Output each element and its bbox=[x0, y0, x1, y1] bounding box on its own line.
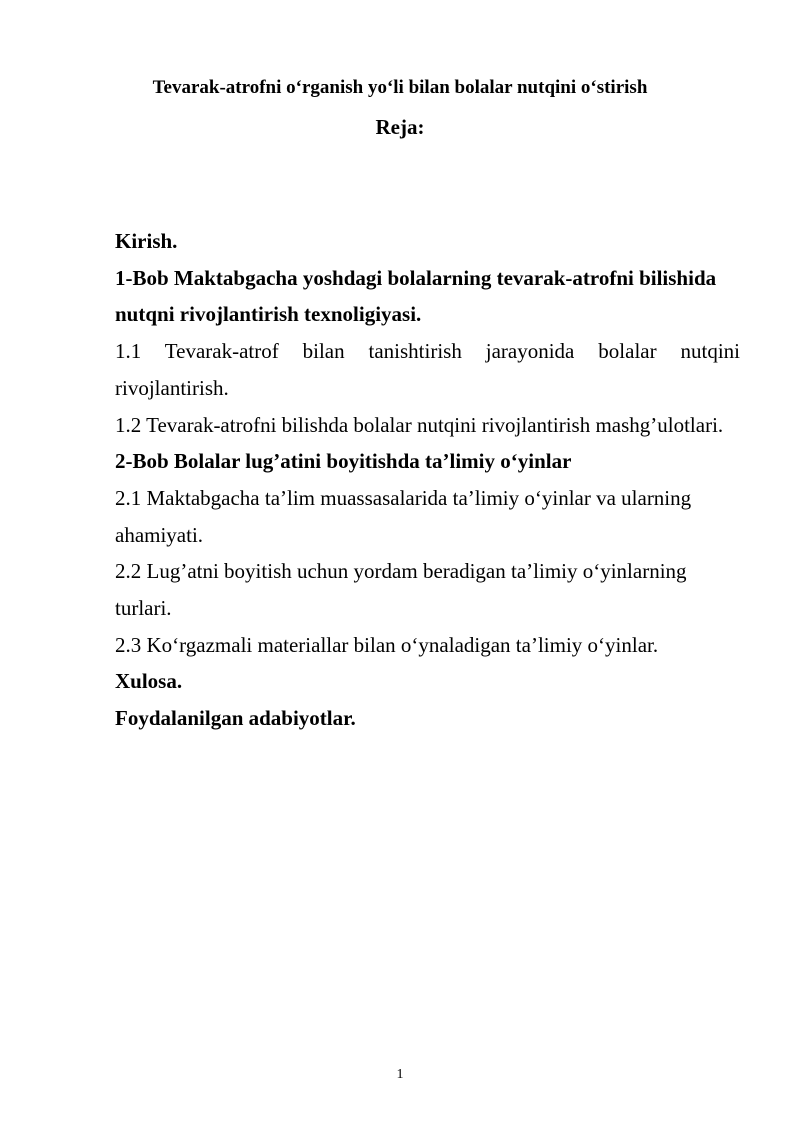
toc-section-1-2: 1.2 Tevarak-atrofni bilishda bolalar nutqini rivojlantirish mashg’ulotlari. bbox=[115, 412, 724, 437]
toc-conclusion: Xulosa. bbox=[115, 669, 183, 694]
toc-references: Foydalanilgan adabiyotlar. bbox=[115, 706, 356, 731]
toc-chapter-2-title: 2-Bob Bolalar lug’atini boyitishda ta’limiy o‘yinlar bbox=[115, 449, 572, 474]
toc-section-2-1-cont: ahamiyati. bbox=[115, 522, 204, 547]
toc-introduction: Kirish. bbox=[115, 229, 178, 253]
toc-section-2-3: 2.3 Ko‘rgazmali materiallar bilan o‘ynaladigan ta’limiy o‘yinlar. bbox=[115, 632, 659, 657]
plan-heading: Reja: bbox=[375, 115, 425, 139]
toc-chapter-1-title-cont: nutqni rivojlantirish texnoligiyasi. bbox=[115, 302, 422, 327]
page-number: 1 bbox=[396, 1067, 404, 1082]
toc-section-2-1: 2.1 Maktabgacha ta’lim muassasalarida ta’limiy o‘yinlar va ularning bbox=[115, 485, 692, 510]
toc-section-1-1: 1.1 Tevarak-atrof bilan tanishtirish jarayonida bolalar nutqini bbox=[115, 339, 740, 364]
table-of-contents bbox=[115, 223, 740, 737]
document-title: Tevarak-atrofni o‘rganish yo‘li bilan bolalar nutqini o‘stirish bbox=[152, 77, 648, 98]
toc-section-1-1-cont: rivojlantirish. bbox=[115, 375, 229, 400]
toc-chapter-1-title: 1-Bob Maktabgacha yoshdagi bolalarning tevarak-atrofni bilishida bbox=[115, 265, 717, 290]
toc-section-2-2-cont: turlari. bbox=[115, 596, 172, 621]
toc-section-2-2: 2.2 Lug’atni boyitish uchun yordam beradigan ta’limiy o‘yinlarning bbox=[115, 559, 687, 584]
